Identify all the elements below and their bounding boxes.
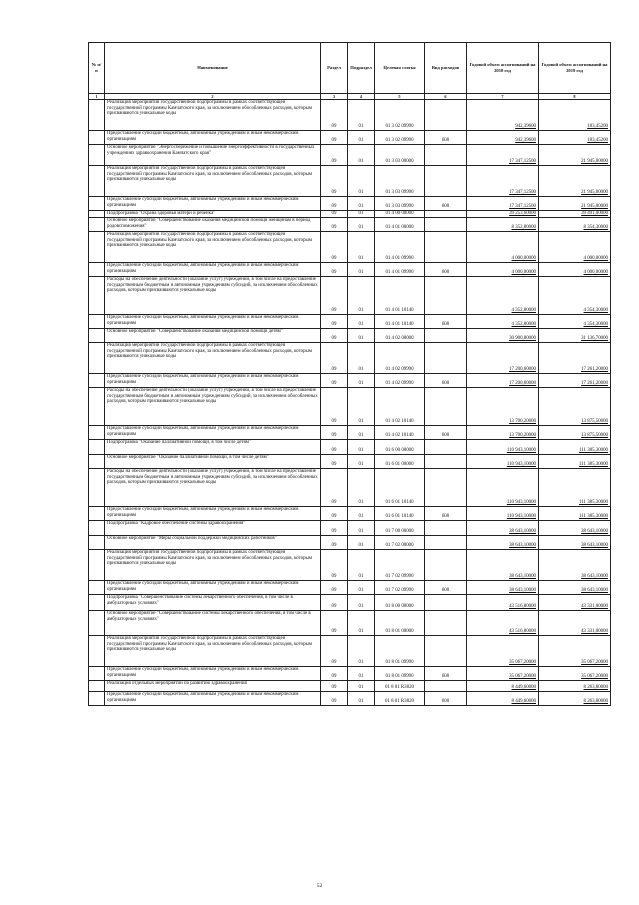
row-amount-2018: 110 943,10000 <box>467 469 539 507</box>
row-amount-2018: 4 352,80000 <box>467 277 539 315</box>
table-row <box>89 329 611 343</box>
row-number <box>89 374 105 388</box>
row-expense-type <box>425 521 467 536</box>
row-amount-2018: 38 643,10000 <box>467 536 539 550</box>
row-amount-2018: 17 347,12500 <box>467 197 539 211</box>
row-podrazdel: 01 <box>348 263 375 277</box>
row-number <box>89 166 105 197</box>
row-number <box>89 550 105 581</box>
row-amount-2019: 4 354,30000 <box>539 315 611 329</box>
row-amount-2019: 31 136,70000 <box>539 329 611 343</box>
column-number: 3 <box>321 94 348 100</box>
row-number <box>89 536 105 550</box>
row-target-article: 01 3 03 09990 <box>375 197 425 211</box>
row-expense-type <box>425 166 467 197</box>
row-amount-2018: 43 516,80000 <box>467 595 539 611</box>
header-target-article: Целевая статья <box>375 43 425 94</box>
row-expense-type <box>425 232 467 263</box>
row-amount-2019: 183,45200 <box>539 131 611 145</box>
row-podrazdel: 01 <box>348 581 375 595</box>
header-amount-2019: Годовой объем ассигнований на 2019 год <box>539 43 611 94</box>
row-amount-2018: 8 352,80000 <box>467 218 539 232</box>
table-row <box>89 211 611 218</box>
row-amount-2018: 38 643,10000 <box>467 581 539 595</box>
row-expense-type: 600 <box>425 692 467 706</box>
row-razdel: 09 <box>321 469 348 507</box>
row-name: Реализация мероприятий государственной подпрограммы в рамках соответствующей государственной программы Камчатского края, за исключением обособленных расходов, которым присваиваются уникальные коды <box>105 100 321 131</box>
row-amount-2019: 21 945,00000 <box>539 145 611 166</box>
row-expense-type <box>425 211 467 218</box>
row-expense-type <box>425 681 467 692</box>
row-expense-type <box>425 218 467 232</box>
table-row <box>89 550 611 581</box>
row-target-article: 01 8 01 09990 <box>375 636 425 667</box>
row-number <box>89 521 105 536</box>
row-podrazdel: 01 <box>348 469 375 507</box>
header-razdel: Раздел <box>321 43 348 94</box>
row-name: Реализация мероприятий государственной подпрограммы в рамках соответствующей государственной программы Камчатского края, за исключением обособленных расходов, которым присваиваются уникальные коды <box>105 636 321 667</box>
row-podrazdel: 01 <box>348 388 375 426</box>
row-razdel: 09 <box>321 197 348 211</box>
row-podrazdel: 01 <box>348 636 375 667</box>
row-name: Предоставление субсидий бюджетным, автономным учреждениям и иным некоммерческим организациям <box>105 581 321 595</box>
row-podrazdel: 01 <box>348 455 375 469</box>
table-row <box>89 611 611 636</box>
row-name: Расходы на обеспечение деятельности (оказание услуг) учреждений, в том числе на предоставление государственным бюджетным и автономным учреждениям субсидий, за исключением обособленных расходов, которым присваиваются уникальные коды <box>105 388 321 426</box>
row-expense-type <box>425 440 467 455</box>
row-razdel: 09 <box>321 329 348 343</box>
row-podrazdel: 01 <box>348 550 375 581</box>
table-row <box>89 469 611 507</box>
budget-table <box>88 42 611 706</box>
row-name: Подпрограмма "Охрана здоровья матери и ребенка" <box>105 211 321 218</box>
row-amount-2018: 8 449,60000 <box>467 681 539 692</box>
row-expense-type <box>425 329 467 343</box>
page-number: 52 <box>316 883 323 889</box>
row-podrazdel: 01 <box>348 507 375 521</box>
row-amount-2019: 111 385,30000 <box>539 469 611 507</box>
row-amount-2019: 4 000,00000 <box>539 263 611 277</box>
row-name: Предоставление субсидий бюджетным, автономным учреждениям и иным некоммерческим организациям <box>105 197 321 211</box>
row-podrazdel: 01 <box>348 374 375 388</box>
row-number <box>89 667 105 681</box>
row-razdel: 09 <box>321 374 348 388</box>
row-number <box>89 343 105 374</box>
row-number <box>89 581 105 595</box>
row-number <box>89 469 105 507</box>
row-amount-2018: 13 700,20000 <box>467 388 539 426</box>
row-amount-2019: 21 945,00000 <box>539 166 611 197</box>
table-row <box>89 692 611 706</box>
row-target-article: 01 6 01 10140 <box>375 507 425 521</box>
row-amount-2019: 21 945,00000 <box>539 197 611 211</box>
row-amount-2019: 17 261,20000 <box>539 343 611 374</box>
row-name: Предоставление субсидий бюджетным, автономным учреждениям и иным некоммерческим организациям <box>105 131 321 145</box>
row-amount-2019: 13 875,50000 <box>539 426 611 440</box>
row-amount-2019: 111 385,30000 <box>539 507 611 521</box>
row-number <box>89 197 105 211</box>
row-amount-2018: 110 943,10000 <box>467 455 539 469</box>
row-podrazdel: 01 <box>348 681 375 692</box>
row-name: Предоставление субсидий бюджетным, автономным учреждениям и иным некоммерческим организациям <box>105 315 321 329</box>
table-row <box>89 263 611 277</box>
row-number <box>89 218 105 232</box>
row-expense-type <box>425 611 467 636</box>
table-row <box>89 536 611 550</box>
column-number: 4 <box>348 94 375 100</box>
row-target-article: 01 3 03 09990 <box>375 166 425 197</box>
row-name: Предоставление субсидий бюджетным, автономным учреждениям и иным некоммерческим организациям <box>105 374 321 388</box>
row-podrazdel: 01 <box>348 277 375 315</box>
row-name: Реализация мероприятий государственной подпрограммы в рамках соответствующей государственной программы Камчатского края, за исключением обособленных расходов, которым присваиваются уникальные коды <box>105 343 321 374</box>
row-amount-2018: 110 943,10000 <box>467 440 539 455</box>
row-amount-2019: 4 000,00000 <box>539 232 611 263</box>
row-number <box>89 329 105 343</box>
row-expense-type: 600 <box>425 667 467 681</box>
row-name: Основное мероприятие "Меры социальной поддержки медицинских работников" <box>105 536 321 550</box>
row-target-article: 01 4 02 10140 <box>375 388 425 426</box>
row-amount-2019: 43 331,00000 <box>539 595 611 611</box>
row-target-article: 01 4 01 10140 <box>375 277 425 315</box>
row-podrazdel: 01 <box>348 197 375 211</box>
header-expense-type: Вид расходов <box>425 43 467 94</box>
row-expense-type <box>425 536 467 550</box>
row-amount-2018: 942,39600 <box>467 100 539 131</box>
row-amount-2018: 38 643,10000 <box>467 550 539 581</box>
row-amount-2019: 38 643,10000 <box>539 550 611 581</box>
row-amount-2018: 35 067,20000 <box>467 667 539 681</box>
table-row <box>89 667 611 681</box>
row-razdel: 09 <box>321 611 348 636</box>
row-amount-2018: 942,39600 <box>467 131 539 145</box>
row-expense-type: 600 <box>425 315 467 329</box>
row-expense-type <box>425 595 467 611</box>
row-name: Основное мероприятие "Энергосбережение и повышение энергоэффективности в государственных учреждениях здравоохранения Камчатского края" <box>105 145 321 166</box>
row-name: Подпрограмма "Оказание паллиативной помощи, в том числе детям" <box>105 440 321 455</box>
table-row <box>89 232 611 263</box>
row-razdel: 09 <box>321 681 348 692</box>
row-podrazdel: 01 <box>348 667 375 681</box>
row-razdel: 09 <box>321 343 348 374</box>
row-name: Подпрограмма "Кадровое обеспечение системы здравоохранения" <box>105 521 321 536</box>
row-podrazdel: 01 <box>348 218 375 232</box>
row-number <box>89 455 105 469</box>
row-target-article: 01 7 02 09990 <box>375 550 425 581</box>
row-podrazdel: 01 <box>348 426 375 440</box>
row-name: Основное мероприятие "Совершенствование системы лекарственного обеспечения, в том числе в амбулаторных условиях" <box>105 611 321 636</box>
row-target-article: 01 4 01 00000 <box>375 218 425 232</box>
row-amount-2018: 17 347,12500 <box>467 145 539 166</box>
row-razdel: 09 <box>321 667 348 681</box>
row-podrazdel: 01 <box>348 611 375 636</box>
row-number <box>89 100 105 131</box>
row-target-article: 01 8 01 09990 <box>375 667 425 681</box>
row-amount-2019: 43 331,00000 <box>539 611 611 636</box>
row-number <box>89 507 105 521</box>
row-amount-2019: 39 491,00000 <box>539 211 611 218</box>
row-name: Реализация мероприятий государственной подпрограммы в рамках соответствующей государственной программы Камчатского края, за исключением обособленных расходов, которым присваиваются уникальные коды <box>105 550 321 581</box>
row-amount-2018: 17 347,12500 <box>467 166 539 197</box>
row-amount-2018: 4 000,00000 <box>467 232 539 263</box>
table-row <box>89 636 611 667</box>
row-razdel: 09 <box>321 521 348 536</box>
row-target-article: 01 4 01 09990 <box>375 263 425 277</box>
row-name: Предоставление субсидий бюджетным, автономным учреждениям и иным некоммерческим организациям <box>105 692 321 706</box>
row-amount-2019: 4 354,30000 <box>539 277 611 315</box>
row-amount-2018: 110 943,10000 <box>467 507 539 521</box>
row-amount-2019: 38 643,10000 <box>539 521 611 536</box>
row-amount-2018: 43 516,80000 <box>467 611 539 636</box>
row-amount-2019: 38 643,10000 <box>539 536 611 550</box>
row-expense-type <box>425 145 467 166</box>
row-podrazdel: 01 <box>348 232 375 263</box>
row-expense-type <box>425 100 467 131</box>
row-expense-type: 600 <box>425 131 467 145</box>
row-name: Расходы на обеспечение деятельности (оказание услуг) учреждений, в том числе на предоставление государственным бюджетным и автономным учреждениям субсидий, за исключением обособленных расходов, которым присваиваются уникальные коды <box>105 469 321 507</box>
row-target-article: 01 8 01 00000 <box>375 611 425 636</box>
row-expense-type: 600 <box>425 581 467 595</box>
row-razdel: 09 <box>321 507 348 521</box>
row-target-article: 01 8 00 00000 <box>375 595 425 611</box>
row-amount-2019: 35 067,20000 <box>539 636 611 667</box>
row-expense-type <box>425 455 467 469</box>
row-name: Предоставление субсидий бюджетным, автономным учреждениям и иным некоммерческим организациям <box>105 263 321 277</box>
row-number <box>89 681 105 692</box>
row-target-article: 01 4 02 09990 <box>375 343 425 374</box>
row-amount-2018: 17 200,60000 <box>467 374 539 388</box>
row-number <box>89 131 105 145</box>
table-row <box>89 374 611 388</box>
header-podrazdel: Подраздел <box>348 43 375 94</box>
row-target-article: 01 3 02 09990 <box>375 131 425 145</box>
row-target-article: 01 3 02 09990 <box>375 100 425 131</box>
row-amount-2019: 35 067,20000 <box>539 667 611 681</box>
row-expense-type <box>425 277 467 315</box>
row-target-article: 01 4 00 00000 <box>375 211 425 218</box>
row-razdel: 09 <box>321 277 348 315</box>
row-name: Подпрограмма "Совершенствование системы лекарственного обеспечения, в том числе в амбулаторных условиях" <box>105 595 321 611</box>
row-amount-2019: 111 385,30000 <box>539 455 611 469</box>
row-razdel: 09 <box>321 536 348 550</box>
row-podrazdel: 01 <box>348 211 375 218</box>
row-number <box>89 315 105 329</box>
row-razdel: 09 <box>321 263 348 277</box>
row-amount-2018: 39 253,60000 <box>467 211 539 218</box>
row-target-article: 01 8 01 R3820 <box>375 681 425 692</box>
column-number: 1 <box>89 94 105 100</box>
row-podrazdel: 01 <box>348 440 375 455</box>
row-number <box>89 426 105 440</box>
row-target-article: 01 4 02 00000 <box>375 329 425 343</box>
row-amount-2019: 13 875,50000 <box>539 388 611 426</box>
row-name: Реализация отдельных мероприятий по развитию здравоохранения <box>105 681 321 692</box>
row-podrazdel: 01 <box>348 131 375 145</box>
column-number: 2 <box>105 94 321 100</box>
row-podrazdel: 01 <box>348 595 375 611</box>
row-amount-2018: 8 449,60000 <box>467 692 539 706</box>
row-razdel: 09 <box>321 426 348 440</box>
row-razdel: 09 <box>321 550 348 581</box>
row-razdel: 09 <box>321 581 348 595</box>
row-target-article: 01 8 01 R3820 <box>375 692 425 706</box>
row-target-article: 01 4 01 09990 <box>375 232 425 263</box>
row-razdel: 09 <box>321 145 348 166</box>
row-amount-2018: 30 900,80000 <box>467 329 539 343</box>
table-row <box>89 440 611 455</box>
column-number: 7 <box>467 94 539 100</box>
table-row <box>89 166 611 197</box>
table-row <box>89 277 611 315</box>
column-number: 5 <box>375 94 425 100</box>
row-amount-2018: 4 352,80000 <box>467 315 539 329</box>
row-podrazdel: 01 <box>348 166 375 197</box>
row-number <box>89 595 105 611</box>
column-number: 6 <box>425 94 467 100</box>
row-name: Предоставление субсидий бюджетным, автономным учреждениям и иным некоммерческим организациям <box>105 426 321 440</box>
row-razdel: 09 <box>321 211 348 218</box>
row-amount-2018: 4 000,00000 <box>467 263 539 277</box>
row-number <box>89 277 105 315</box>
row-razdel: 09 <box>321 131 348 145</box>
row-amount-2019: 38 643,10000 <box>539 581 611 595</box>
table-row <box>89 455 611 469</box>
table-row <box>89 315 611 329</box>
table-row <box>89 681 611 692</box>
row-razdel: 09 <box>321 232 348 263</box>
row-number <box>89 611 105 636</box>
table-row <box>89 197 611 211</box>
row-expense-type <box>425 636 467 667</box>
table-row <box>89 521 611 536</box>
header-amount-2018: Годовой объем ассигнований на 2018 год <box>467 43 539 94</box>
row-number <box>89 145 105 166</box>
table-row <box>89 145 611 166</box>
row-podrazdel: 01 <box>348 343 375 374</box>
row-amount-2019: 17 261,20000 <box>539 374 611 388</box>
column-number: 8 <box>539 94 611 100</box>
row-amount-2019: 111 385,30000 <box>539 440 611 455</box>
row-name: Предоставление субсидий бюджетным, автономным учреждениям и иным некоммерческим организациям <box>105 667 321 681</box>
row-razdel: 09 <box>321 595 348 611</box>
row-number <box>89 440 105 455</box>
row-name: Реализация мероприятий государственной подпрограммы в рамках соответствующей государственной программы Камчатского края, за исключением обособленных расходов, которым присваиваются уникальные коды <box>105 232 321 263</box>
row-target-article: 01 6 00 00000 <box>375 440 425 455</box>
row-number <box>89 636 105 667</box>
row-razdel: 09 <box>321 440 348 455</box>
row-name: Основное мероприятие "Оказание паллиативной помощи, в том числе детям" <box>105 455 321 469</box>
header-num: № п/п <box>89 43 105 94</box>
row-amount-2018: 38 643,10000 <box>467 521 539 536</box>
row-target-article: 01 7 00 00000 <box>375 521 425 536</box>
row-expense-type <box>425 469 467 507</box>
table-row <box>89 131 611 145</box>
row-expense-type <box>425 388 467 426</box>
row-number <box>89 263 105 277</box>
row-target-article: 01 7 02 00000 <box>375 536 425 550</box>
row-podrazdel: 01 <box>348 315 375 329</box>
row-expense-type: 600 <box>425 374 467 388</box>
row-target-article: 01 3 03 00000 <box>375 145 425 166</box>
row-expense-type: 600 <box>425 507 467 521</box>
row-expense-type <box>425 550 467 581</box>
row-target-article: 01 7 02 09990 <box>375 581 425 595</box>
row-razdel: 09 <box>321 636 348 667</box>
row-podrazdel: 01 <box>348 521 375 536</box>
row-amount-2019: 8 354,30000 <box>539 218 611 232</box>
row-amount-2018: 13 700,20000 <box>467 426 539 440</box>
row-name: Реализация мероприятий государственной подпрограммы в рамках соответствующей государственной программы Камчатского края, за исключением обособленных расходов, которым присваиваются уникальные коды <box>105 166 321 197</box>
row-amount-2019: 8 263,80000 <box>539 692 611 706</box>
row-podrazdel: 01 <box>348 536 375 550</box>
row-expense-type <box>425 343 467 374</box>
row-razdel: 09 <box>321 100 348 131</box>
row-podrazdel: 01 <box>348 145 375 166</box>
table-row <box>89 218 611 232</box>
row-name: Основное мероприятие "Совершенствование оказания медицинской помощи детям" <box>105 329 321 343</box>
row-podrazdel: 01 <box>348 329 375 343</box>
row-number <box>89 232 105 263</box>
row-expense-type: 600 <box>425 197 467 211</box>
row-amount-2019: 183,45200 <box>539 100 611 131</box>
row-expense-type: 600 <box>425 426 467 440</box>
header-row <box>89 43 611 94</box>
row-razdel: 09 <box>321 166 348 197</box>
row-target-article: 01 4 02 10140 <box>375 426 425 440</box>
row-amount-2019: 8 263,80000 <box>539 681 611 692</box>
row-name: Основное мероприятие "Совершенствование оказания медицинской помощи женщинам в период родовспоможения" <box>105 218 321 232</box>
row-razdel: 09 <box>321 218 348 232</box>
row-target-article: 01 6 01 10140 <box>375 469 425 507</box>
row-name: Расходы на обеспечение деятельности (оказание услуг) учреждений, в том числе на предоставление государственным бюджетным и автономным учреждениям субсидий, за исключением обособленных расходов, которым присваиваются уникальные коды <box>105 277 321 315</box>
row-number <box>89 211 105 218</box>
row-target-article: 01 6 01 00000 <box>375 455 425 469</box>
header-name: Наименование <box>105 43 321 94</box>
table-row <box>89 388 611 426</box>
row-number <box>89 388 105 426</box>
row-amount-2018: 17 200,60000 <box>467 343 539 374</box>
row-razdel: 09 <box>321 455 348 469</box>
table-row <box>89 507 611 521</box>
row-razdel: 09 <box>321 388 348 426</box>
row-razdel: 09 <box>321 315 348 329</box>
table-row <box>89 595 611 611</box>
table-row <box>89 581 611 595</box>
row-name: Предоставление субсидий бюджетным, автономным учреждениям и иным некоммерческим организациям <box>105 507 321 521</box>
row-razdel: 09 <box>321 692 348 706</box>
table-row <box>89 343 611 374</box>
row-podrazdel: 01 <box>348 692 375 706</box>
table-row <box>89 426 611 440</box>
row-target-article: 01 4 02 09990 <box>375 374 425 388</box>
table-row <box>89 100 611 131</box>
row-target-article: 01 4 01 10140 <box>375 315 425 329</box>
row-expense-type: 600 <box>425 263 467 277</box>
row-number <box>89 692 105 706</box>
row-amount-2018: 35 067,20000 <box>467 636 539 667</box>
row-podrazdel: 01 <box>348 100 375 131</box>
